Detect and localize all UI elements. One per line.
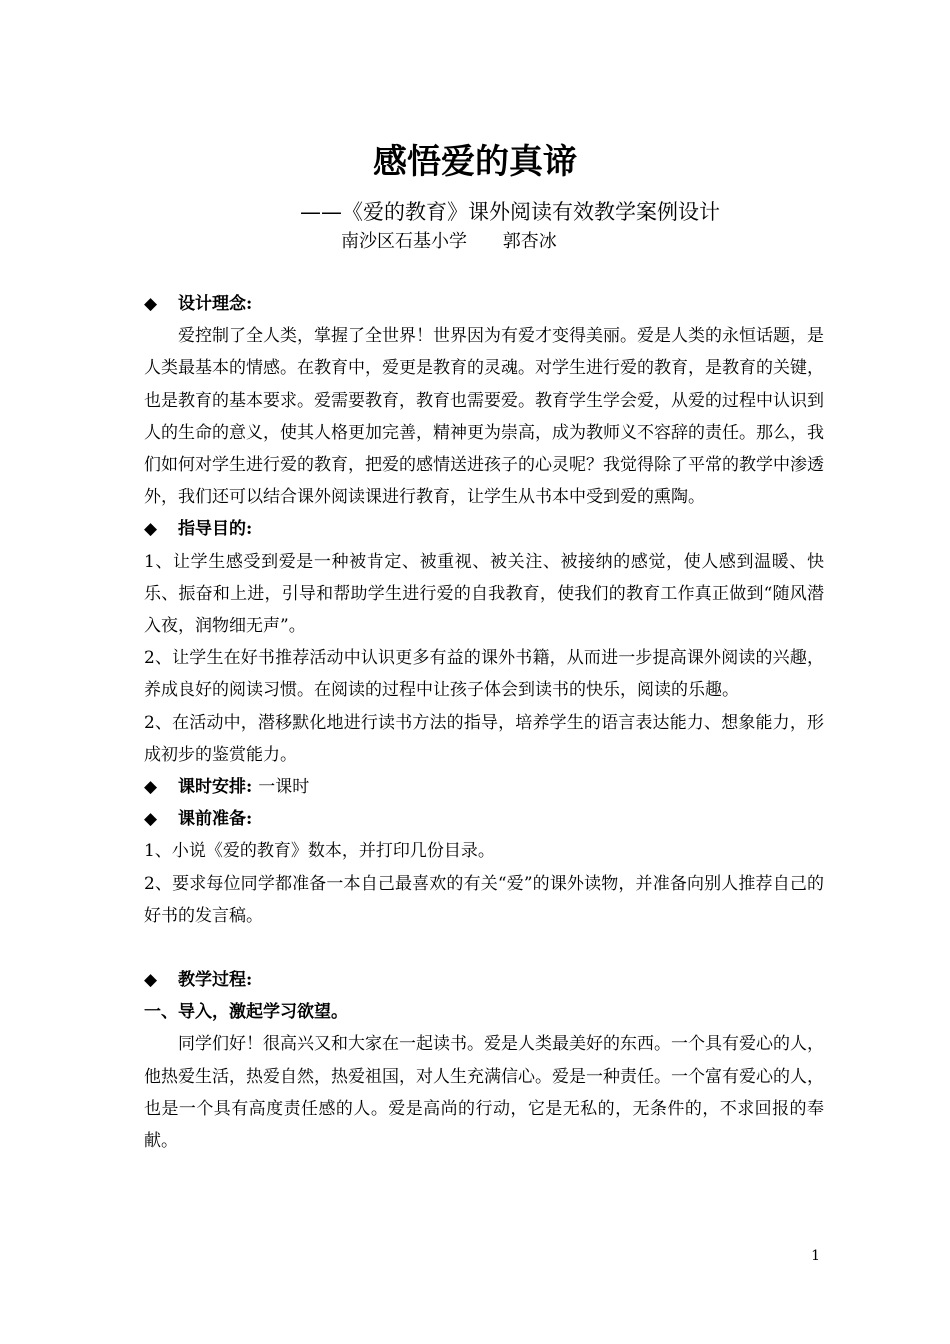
document-subtitle: ——《爱的教育》课外阅读有效教学案例设计 [300, 200, 720, 224]
step-1-paragraph: 同学们好！很高兴又和大家在一起读书。爱是人类最美好的东西。一个具有爱心的人，他热爱生活，热爱自然，热爱祖国，对人生充满信心。爱是一种责任。一个富有爱心的人，也是一个具有高度责任感的人。爱是高尚的行动，它是无私的，无条件的，不求回报的奉献。 [144, 1034, 824, 1152]
document-body [144, 288, 824, 1157]
goal-item-3: 2、在活动中，潜移默化地进行读书方法的指导，培养学生的语言表达能力、想象能力，形成初步的鉴赏能力。 [144, 712, 824, 765]
section-heading-schedule [144, 771, 824, 803]
process-heading-text: 教学过程: [178, 970, 253, 991]
section-heading-concept [144, 288, 824, 320]
goals-heading-text: 指导目的: [178, 519, 253, 540]
blank-line [144, 932, 824, 964]
prep-item-1: 1、小说《爱的教育》数本，并打印几份目录。 [144, 841, 495, 862]
prep-item-2: 2、要求每位同学都准备一本自己最喜欢的有关“爱”的课外读物，并准备向别人推荐自己的好书的发言稿。 [144, 873, 824, 926]
step-1-heading: 一、导入，激起学习欲望。 [144, 1002, 348, 1023]
document-title: 感悟爱的真谛 [373, 142, 577, 182]
author-line [341, 229, 841, 255]
author-school: 南沙区石基小学 [341, 231, 467, 252]
diamond-bullet-icon: ◆ [144, 294, 158, 314]
section-heading-process [144, 964, 824, 996]
goal-item-2: 2、让学生在好书推荐活动中认识更多有益的课外书籍，从而进一步提高课外阅读的兴趣，养成良好的阅读习惯。在阅读的过程中让孩子体会到读书的快乐，阅读的乐趣。 [144, 648, 824, 701]
diamond-bullet-icon: ◆ [144, 777, 158, 798]
schedule-value: 一课时 [258, 777, 310, 798]
schedule-heading-text: 课时安排: [178, 777, 253, 798]
author-name: 郭杏冰 [502, 231, 557, 252]
section-heading-prep [144, 803, 824, 835]
concept-paragraph: 爱控制了全人类，掌握了全世界！世界因为有爱才变得美丽。爱是人类的永恒话题，是人类最基本的情感。在教育中，爱更是教育的灵魂。对学生进行爱的教育，是教育的关键，也是教育的基本要求。爱需要教育，教育也需要爱。教育学生学会爱，从爱的过程中认识到人的生命的意义，使其人格更加完善，精神更为崇高，成为教师义不容辞的责任。那么，我们如何对学生进行爱的教育，把爱的感情送进孩子的心灵呢？我觉得除了平常的教学中渗透外，我们还可以结合课外阅读课进行教育，让学生从书本中受到爱的熏陶。 [144, 326, 824, 508]
diamond-bullet-icon: ◆ [144, 809, 158, 830]
section-heading-goals [144, 513, 824, 545]
page-number: 1 [811, 1248, 820, 1264]
diamond-bullet-icon: ◆ [144, 519, 158, 540]
prep-heading-text: 课前准备: [178, 809, 253, 830]
concept-heading-text: 设计理念: [178, 294, 253, 314]
goal-item-1: 1、让学生感受到爱是一种被肯定、被重视、被关注、被接纳的感觉，使人感到温暖、快乐、振奋和上进，引导和帮助学生进行爱的自我教育，使我们的教育工作真正做到“随风潜入夜，润物细无声”。 [144, 551, 824, 637]
diamond-bullet-icon: ◆ [144, 970, 158, 991]
